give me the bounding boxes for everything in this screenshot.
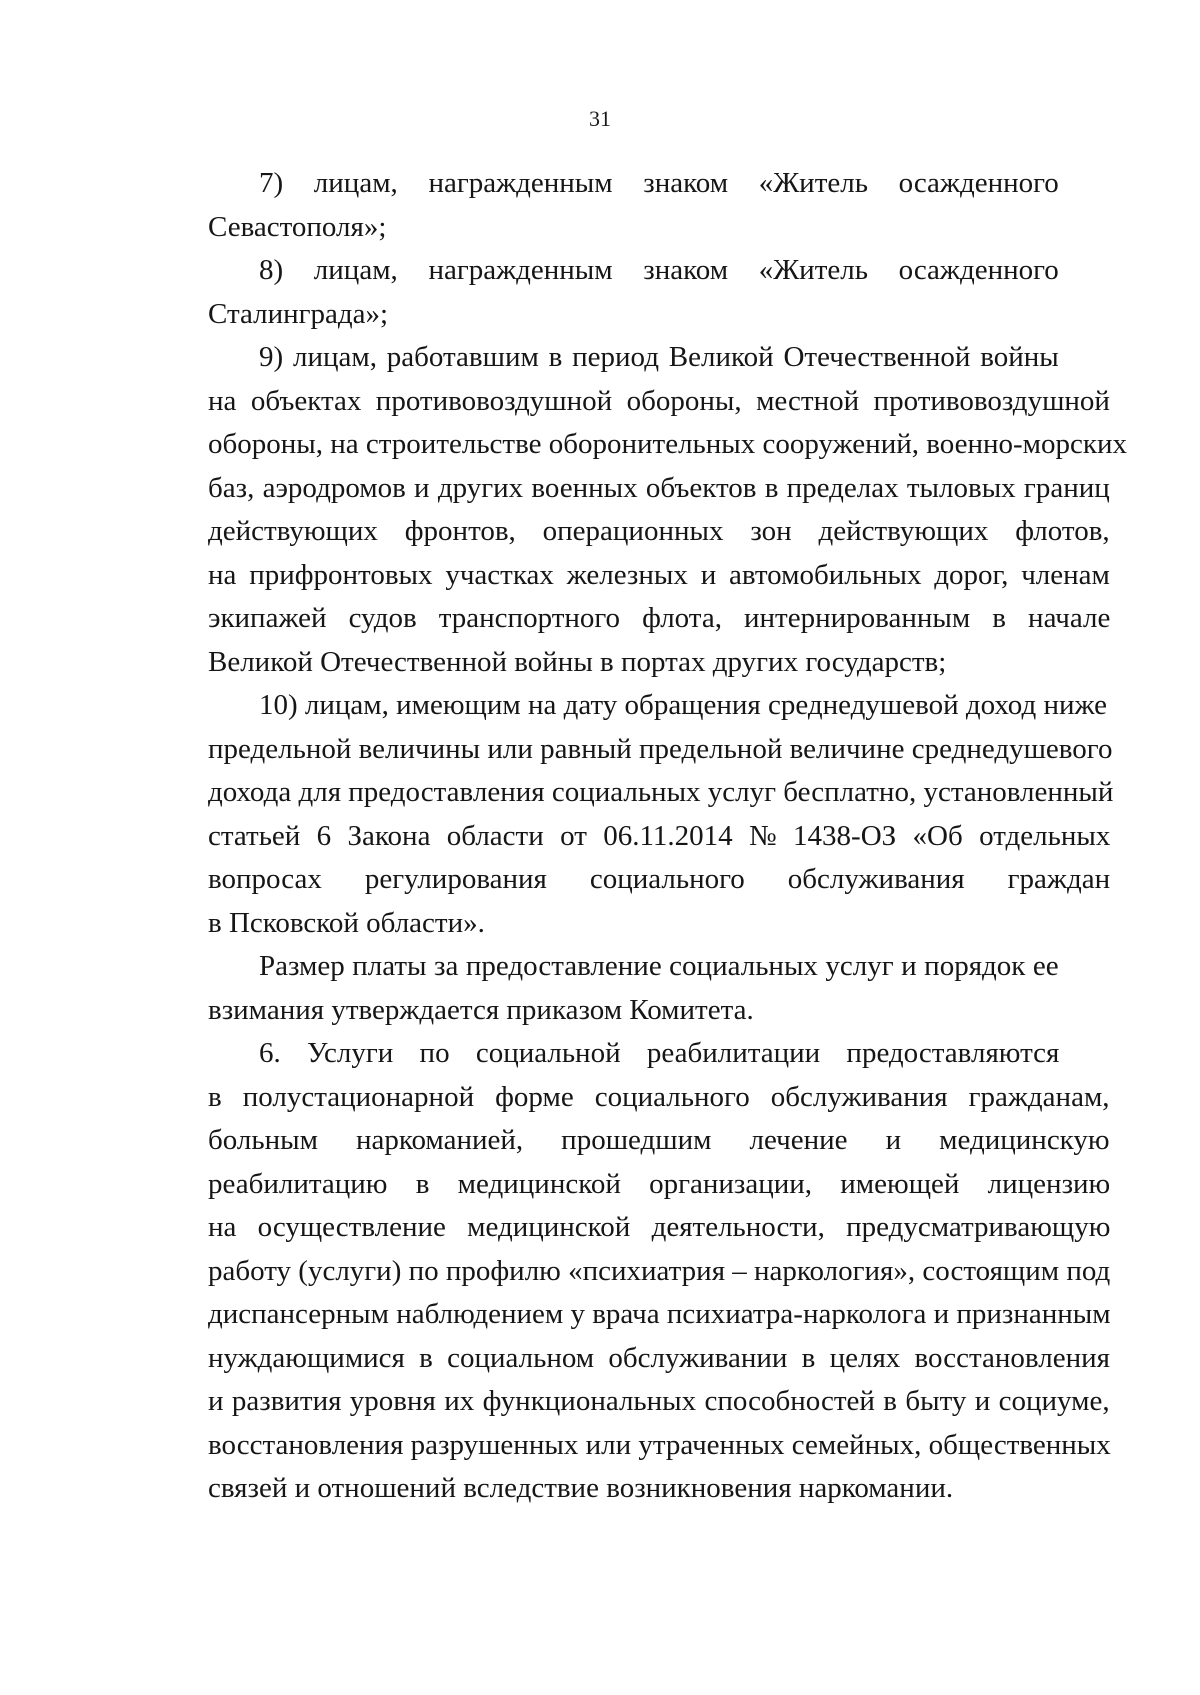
list-item-9 [157, 336, 1127, 684]
text-line: 9) лицам, работавшим в период Великой Отечественной войны [259, 341, 1059, 373]
text-line: связей и отношений вследствие возникновения наркомании. [208, 1472, 954, 1504]
text-line: предельной величины или равный предельной величине среднедушевого [208, 732, 1113, 765]
page-number: 31 [589, 106, 611, 131]
text-line: 6. Услуги по социальной реабилитации предоставляются [259, 1037, 1060, 1069]
list-item-8 [157, 249, 1110, 336]
text-line: в Псковской области». [208, 906, 485, 939]
text-line: 7) лицам, награжденным знаком «Житель осажденного [259, 167, 1059, 199]
text-line: больным наркоманией, прошедшим лечение и медицинскую [208, 1124, 1110, 1156]
payment-paragraph [157, 945, 1110, 1032]
text-line: 10) лицам, имеющим на дату обращения среднедушевой доход ниже [259, 689, 1108, 721]
text-line: Размер платы за предоставление социальных услуг и порядок ее [259, 950, 1059, 982]
text-line: в полустационарной форме социального обслуживания гражданам, [208, 1080, 1110, 1113]
text-line: обороны, на строительстве оборонительных сооружений, военно-морских [208, 428, 1127, 460]
text-line: действующих фронтов, операционных зон действующих флотов, [208, 515, 1110, 547]
document-body [157, 162, 1127, 1511]
text-line: нуждающимися в социальном обслуживании в целях восстановления [208, 1341, 1110, 1374]
text-line: вопросах регулирования социального обслуживания граждан [208, 863, 1111, 895]
text-line: на объектах противовоздушной обороны, местной противовоздушной [208, 384, 1110, 417]
text-line: экипажей судов транспортного флота, интернированным в начале [208, 602, 1111, 634]
text-line: дохода для предоставления социальных услуг бесплатно, установленный [208, 776, 1114, 808]
list-item-7 [157, 162, 1110, 249]
text-line: Сталинграда»; [208, 297, 389, 330]
text-line: на осуществление медицинской деятельности, предусматривающую [208, 1211, 1111, 1243]
text-line: баз, аэродромов и других военных объектов в пределах тыловых границ [208, 471, 1110, 504]
text-line: 8) лицам, награжденным знаком «Житель осажденного [259, 254, 1059, 286]
text-line: реабилитацию в медицинской организации, имеющей лицензию [208, 1167, 1111, 1200]
text-line: на прифронтовых участках железных и автомобильных дорог, членам [208, 558, 1110, 591]
text-line: восстановления разрушенных или утраченных семейных, общественных [208, 1428, 1111, 1461]
text-line: взимания утверждается приказом Комитета. [208, 993, 754, 1026]
text-line: Севастополя»; [208, 210, 387, 243]
section-6-paragraph [157, 1032, 1110, 1511]
list-item-10 [157, 684, 1114, 945]
text-line: и развития уровня их функциональных способностей в быту и социуме, [208, 1385, 1110, 1417]
text-line: диспансерным наблюдением у врача психиатра-нарколога и признанным [208, 1298, 1111, 1330]
text-line: работу (услуги) по профилю «психиатрия – наркология», состоящим под [208, 1254, 1111, 1287]
text-line: Великой Отечественной войны в портах других государств; [208, 645, 947, 678]
text-line: статьей 6 Закона области от 06.11.2014 № 1438-ОЗ «Об отдельных [208, 819, 1111, 852]
